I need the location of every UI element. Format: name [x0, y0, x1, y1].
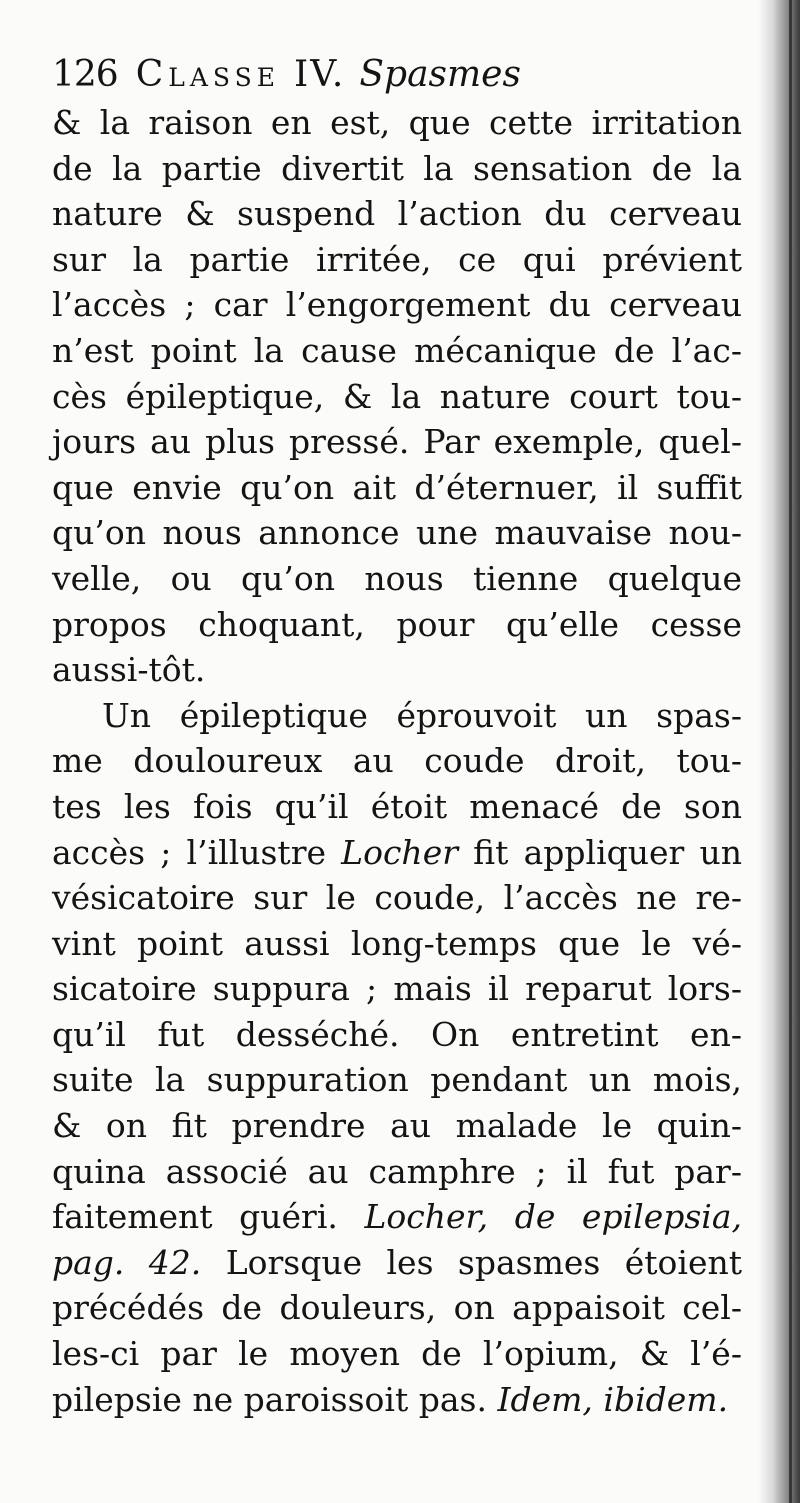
- text-line: velle, ou qu’on nous tienne quelque: [52, 558, 742, 598]
- text-line: que envie qu’on ait d’éternuer, il suffit: [52, 467, 742, 507]
- text-line: qu’on nous annonce une mauvaise nou-: [52, 513, 742, 553]
- text-line: qu’il fut desséché. On entretint en-: [52, 1014, 742, 1054]
- running-title: Spasmes: [359, 54, 521, 95]
- text-line: [52, 1240, 742, 1286]
- text-line: de la partie divertit la sensation de la: [52, 148, 742, 188]
- text-line: suite la suppuration pendant un mois,: [52, 1060, 742, 1100]
- text-line: cès épileptique, & la nature court tou-: [52, 376, 742, 416]
- text-line: & la raison en est, que cette irritation: [52, 103, 742, 142]
- citation-italic: Locher, de epilepsia,: [364, 1197, 742, 1237]
- text-segment: faitement guéri.: [52, 1197, 338, 1237]
- text-segment: fit appliquer un: [473, 832, 742, 872]
- text-segment: pilepsie ne paroissoit pas.: [52, 1379, 487, 1419]
- header-classe-number: IV.: [293, 54, 346, 95]
- text-line: n’est point la cause mécanique de l’ac-: [52, 330, 742, 370]
- text-line: précédés de douleurs, on appaisoit cel-: [52, 1288, 742, 1328]
- text-line: sicatoire suppura ; mais il reparut lors-: [52, 969, 742, 1009]
- author-name-italic: Locher: [341, 832, 458, 872]
- binding-edge: [789, 0, 792, 1503]
- text-line: & on fit prendre au malade le quin-: [52, 1106, 742, 1146]
- text-line: jours au plus pressé. Par exemple, quel-: [52, 422, 742, 462]
- running-header: [52, 50, 742, 100]
- header-classe: Classe: [135, 54, 280, 95]
- page-text: [52, 50, 742, 1422]
- paragraph-start-line: Un épileptique éprouvoit un spas-: [102, 695, 742, 735]
- binding-shadow: [758, 0, 800, 1503]
- text-line: nature & suspend l’action du cerveau: [52, 194, 742, 234]
- text-segment: accès ; l’illustre: [52, 832, 326, 872]
- text-segment: Lorsque les spasmes étoient: [225, 1242, 742, 1282]
- text-line: les-ci par le moyen de l’opium, & l’é-: [52, 1334, 742, 1374]
- text-line: vésicatoire sur le coude, l’accès ne re-: [52, 878, 742, 918]
- text-line: quina associé au camphre ; il fut par-: [52, 1151, 742, 1191]
- paragraph-end-line: aussi-tôt.: [52, 650, 206, 690]
- text-line: [52, 1194, 742, 1240]
- text-line: [52, 1377, 742, 1423]
- text-line: l’accès ; car l’engorgement du cerveau: [52, 285, 742, 325]
- page-number: 126: [52, 54, 118, 95]
- text-line: sur la partie irritée, ce qui prévient: [52, 239, 742, 279]
- text-line: propos choquant, pour qu’elle cesse: [52, 604, 742, 644]
- citation-page-italic: pag. 42.: [52, 1242, 202, 1282]
- text-line: tes les fois qu’il étoit menacé de son: [52, 786, 742, 826]
- text-line: [52, 830, 742, 876]
- citation-italic: Idem, ibidem.: [497, 1379, 729, 1419]
- text-line: vint point aussi long-temps que le vé-: [52, 923, 742, 963]
- text-line: me douloureux au coude droit, tou-: [52, 741, 742, 781]
